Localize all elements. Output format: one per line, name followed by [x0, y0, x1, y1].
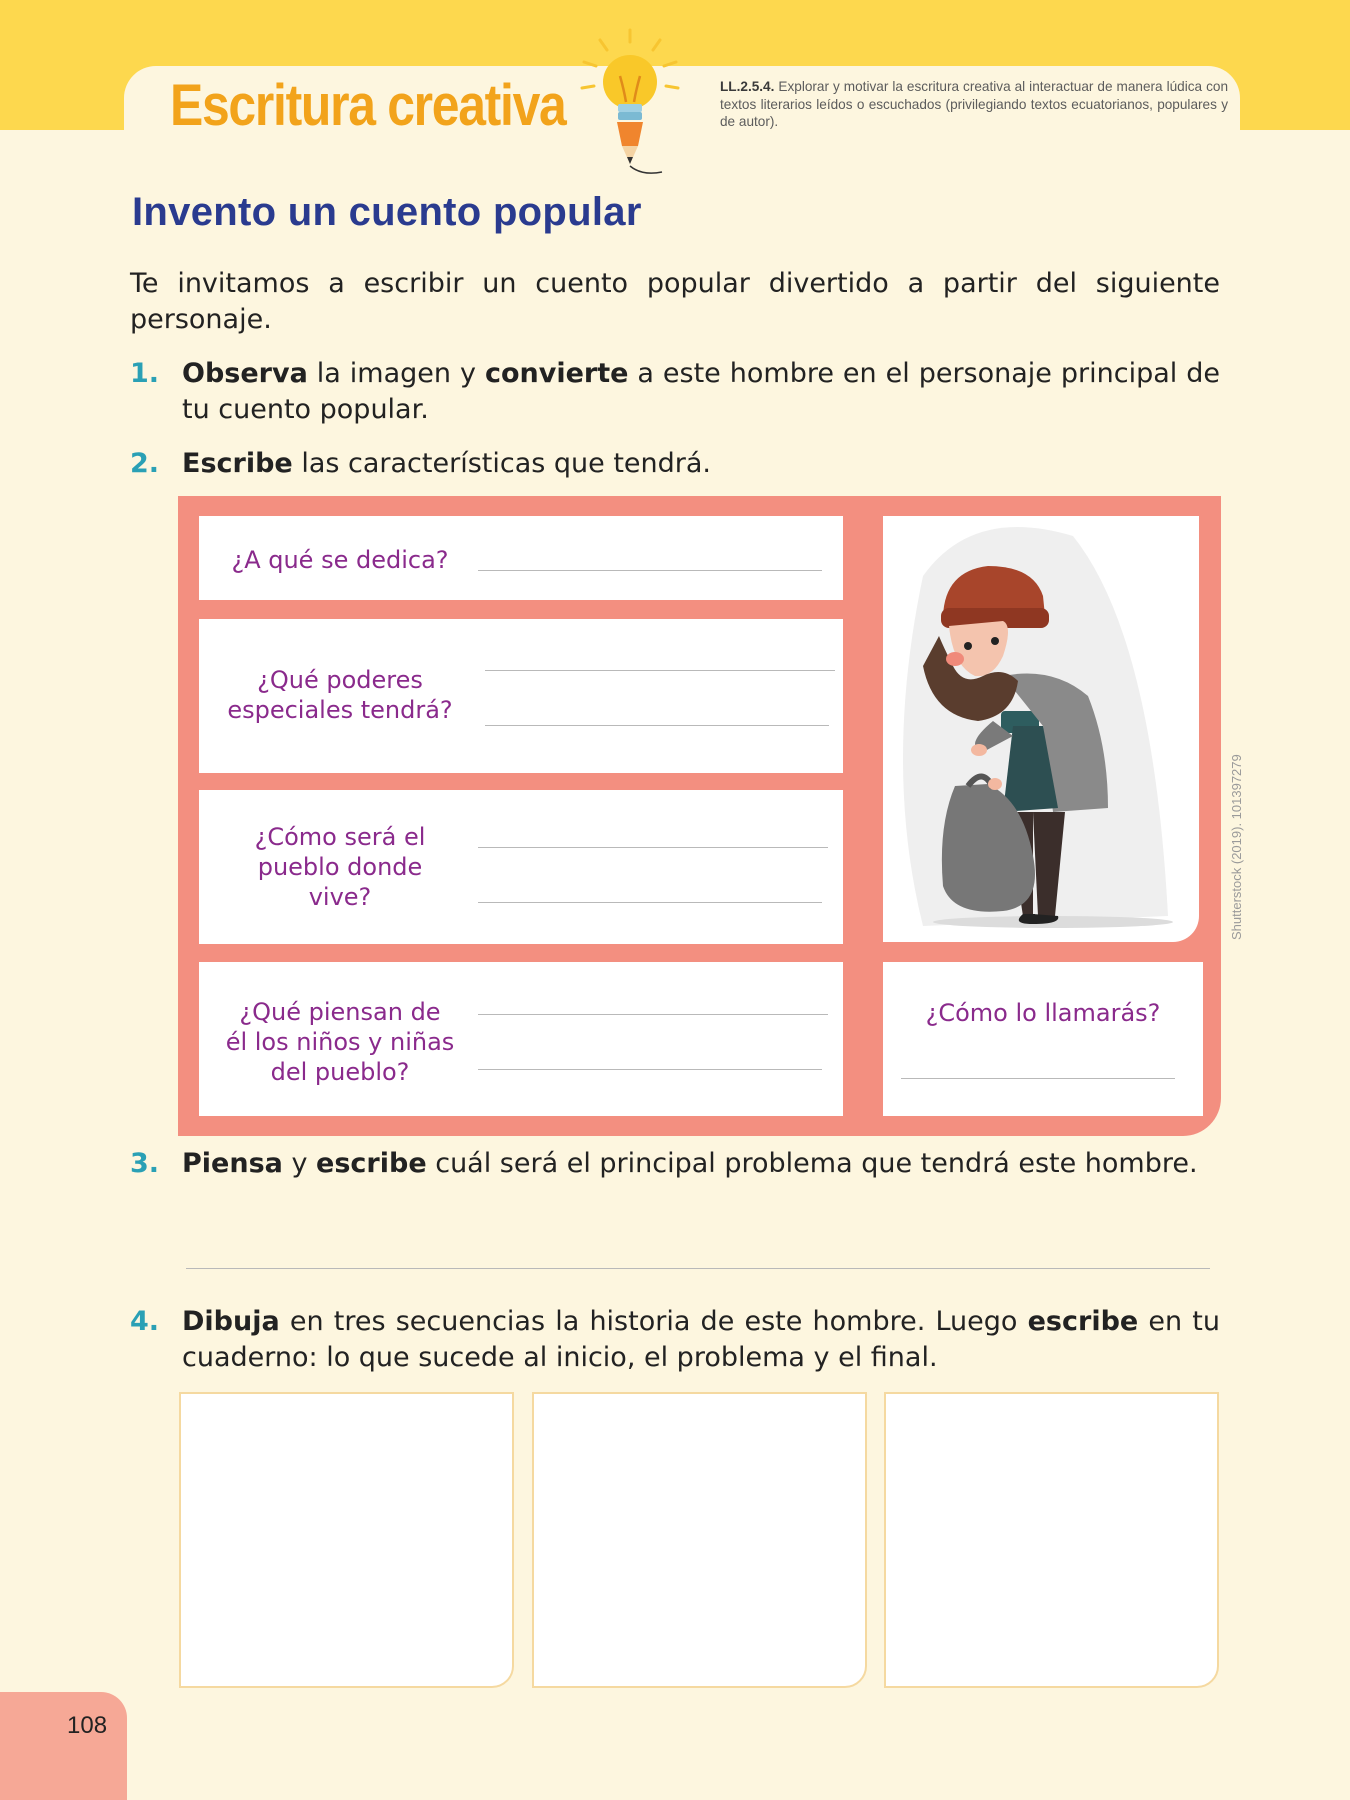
step-4: 4. Dibuja en tres secuencias la historia de este hombre. Luego escribe en tu cuaderno: lo que sucede al inicio, el problema y el final. [130, 1306, 1220, 1373]
answer-line[interactable] [901, 1078, 1175, 1079]
question-powers: ¿Qué poderes especiales tendrá? [227, 666, 453, 724]
answer-line[interactable] [478, 1069, 822, 1070]
answer-line[interactable] [478, 902, 822, 903]
curriculum-standard: LL.2.5.4. Explorar y motivar la escritura creativa al interactuar de manera lúdica con textos literarios leídos o escuchados (privilegiando textos ecuatorianos, populares y de autor). [720, 79, 1229, 129]
section-title: Escritura creativa [170, 73, 566, 138]
page-title: Invento un cuento popular [132, 190, 642, 234]
step-1: 1. Observa la imagen y convierte a este hombre en el personaje principal de tu cuento popular. [130, 358, 1220, 425]
step-2: 2. Escribe las características que tendrá. [130, 448, 712, 479]
question-town: ¿Cómo será el pueblo donde vive? [254, 823, 426, 911]
question-box-name [883, 962, 1203, 1116]
drawing-box-ending[interactable] [884, 1392, 1219, 1688]
drawing-box-problem[interactable] [532, 1392, 867, 1688]
intro-text: Te invitamos a escribir un cuento popular divertido a partir del siguiente personaje. [130, 268, 1220, 335]
step-3: 3. Piensa y escribe cuál será el principal problema que tendrá este hombre. [130, 1148, 1198, 1179]
question-children: ¿Qué piensan de él los niños y niñas del pueblo? [225, 998, 455, 1086]
page-number-tab [0, 1692, 127, 1800]
problem-answer-line[interactable] [186, 1268, 1210, 1269]
question-occupation: ¿A qué se dedica? [231, 546, 449, 574]
lightbulb-pencil-icon [572, 26, 692, 176]
answer-line[interactable] [485, 725, 829, 726]
answer-line[interactable] [478, 570, 822, 571]
image-credit: Shutterstock (2019). 101397279 [1229, 754, 1244, 940]
answer-line[interactable] [478, 847, 828, 848]
question-name: ¿Cómo lo llamarás? [925, 999, 1161, 1027]
drawing-box-beginning[interactable] [179, 1392, 514, 1688]
answer-line[interactable] [485, 670, 835, 671]
page-number: 108 [67, 1712, 108, 1739]
homeless-man-illustration [883, 516, 1199, 942]
character-illustration [883, 516, 1199, 942]
answer-line[interactable] [478, 1014, 828, 1015]
